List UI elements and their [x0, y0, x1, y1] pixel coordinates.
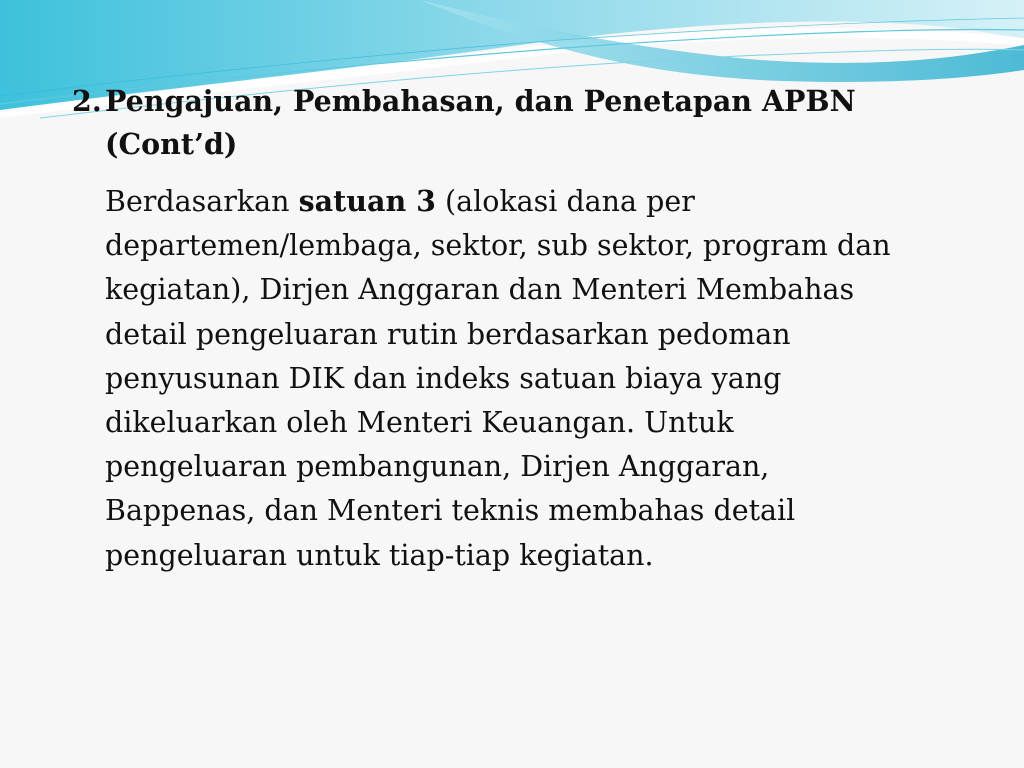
heading-line-2: (Cont’d) [105, 127, 238, 161]
slide-content [72, 80, 972, 578]
heading-line-1: Pengajuan, Pembahasan, dan Penetapan APBN [105, 84, 856, 118]
body-line-3: kegiatan), Dirjen Anggaran dan Menteri Membahas [105, 273, 855, 307]
slide-heading [72, 80, 965, 166]
body-line-8: Bappenas, dan Menteri teknis membahas detail [105, 494, 796, 528]
body-line-1 [105, 179, 975, 224]
body-line-1-start: Berdasarkan [105, 185, 299, 218]
heading-number: 2. [72, 84, 102, 118]
body-line-9: pengeluaran untuk tiap-tiap kegiatan. [105, 538, 654, 572]
body-line-1-end: (alokasi dana per [435, 185, 695, 218]
body-bold-term: satuan 3 [298, 184, 436, 218]
body-line-6: dikeluarkan oleh Menteri Keuangan. Untuk [105, 406, 734, 440]
body-line-5: penyusunan DIK dan indeks satuan biaya yang [105, 361, 782, 395]
slide-body-paragraph [105, 179, 975, 578]
body-line-4: detail pengeluaran rutin berdasarkan pedoman [105, 317, 791, 351]
body-line-2: departemen/lembaga, sektor, sub sektor, program dan [105, 229, 891, 263]
body-line-7: pengeluaran pembangunan, Dirjen Anggaran, [105, 450, 770, 484]
